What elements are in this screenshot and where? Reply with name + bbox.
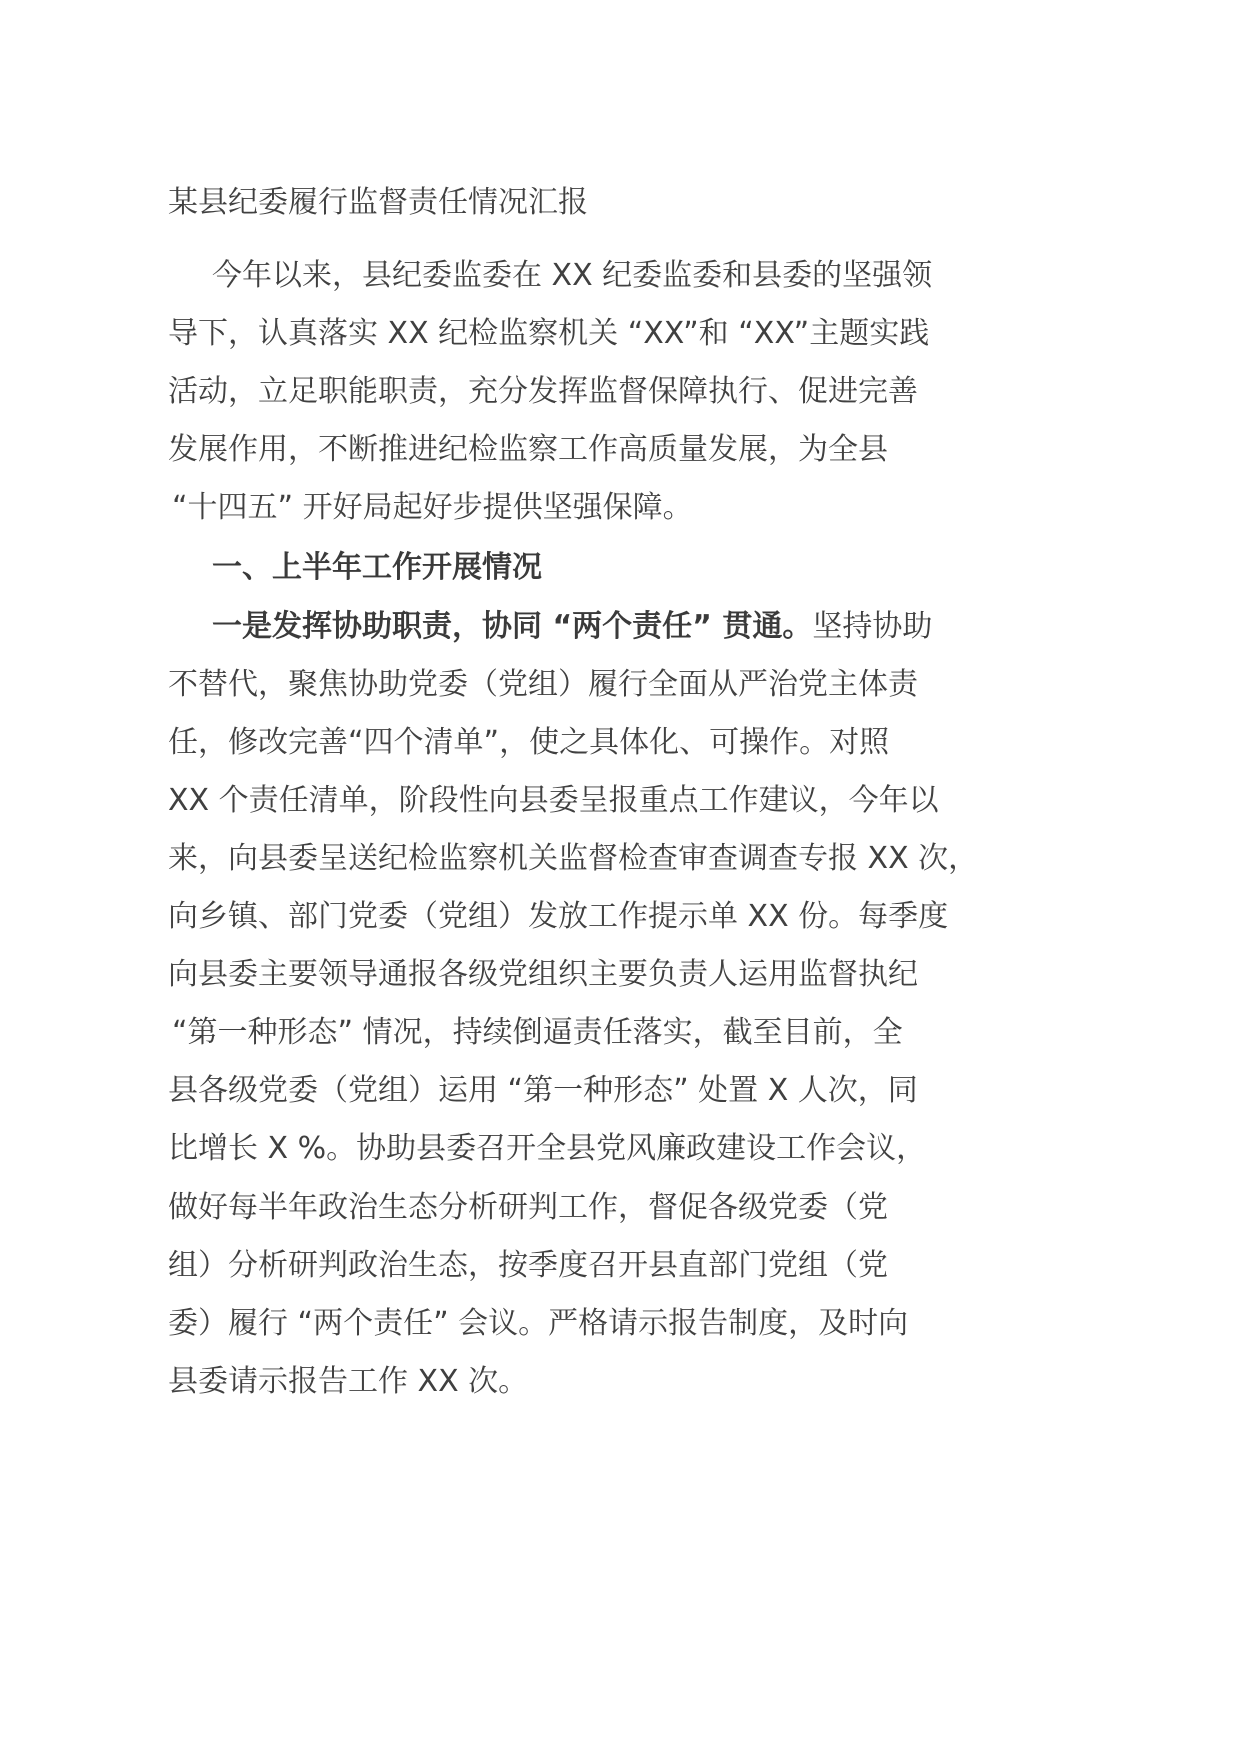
document-title: 某县纪委履行监督责任情况汇报 <box>168 185 588 220</box>
intro-line-1: 今年以来，县纪委监委在 XX 纪委监委和县委的坚强领 <box>212 258 933 293</box>
item1-first-line-rest: 坚持协助 <box>812 609 933 644</box>
item1-line-12: 委）履行 “两个责任” 会议。严格请示报告制度，及时向 <box>168 1306 909 1341</box>
item1-line-9: 比增长 X %。协助县委召开全县党风廉政建设工作会议， <box>168 1131 927 1166</box>
item1-line-5: 向乡镇、部门党委（党组）发放工作提示单 XX 份。每季度 <box>168 899 949 934</box>
intro-line-3: 活动，立足职能职责，充分发挥监督保障执行、促进完善 <box>168 374 918 409</box>
item1-line-8: 县各级党委（党组）运用 “第一种形态” 处置 X 人次，同 <box>168 1073 918 1108</box>
item1-line-11: 组）分析研判政治生态，按季度召开县直部门党组（党 <box>168 1248 888 1283</box>
section-heading: 一、上半年工作开展情况 <box>212 550 542 585</box>
intro-line-2: 导下，认真落实 XX 纪检监察机关 “XX”和 “XX”主题实践 <box>168 316 930 351</box>
item1-line-2: 任，修改完善“四个清单”，使之具体化、可操作。对照 <box>168 725 890 760</box>
intro-line-4: 发展作用，不断推进纪检监察工作高质量发展，为全县 <box>168 432 888 467</box>
item1-line-1: 不替代，聚焦协助党委（党组）履行全面从严治党主体责 <box>168 667 918 702</box>
item1-line-6: 向县委主要领导通报各级党组织主要负责人运用监督执纪 <box>168 957 918 992</box>
item1-bold-lead: 一是发挥协助职责，协同 “两个责任” 贯通。 <box>212 609 813 644</box>
item1-line-10: 做好每半年政治生态分析研判工作，督促各级党委（党 <box>168 1190 888 1225</box>
item1-line-7: “第一种形态” 情况，持续倒逼责任落实，截至目前，全 <box>172 1015 903 1050</box>
intro-line-5: “十四五” 开好局起好步提供坚强保障。 <box>172 490 693 525</box>
item1-line-4: 来，向县委呈送纪检监察机关监督检查审查调查专报 XX 次， <box>168 841 979 876</box>
item1-line-3: XX 个责任清单，阶段性向县委呈报重点工作建议，今年以 <box>168 783 939 818</box>
item1-first-line <box>212 607 932 647</box>
item1-line-13: 县委请示报告工作 XX 次。 <box>168 1364 529 1399</box>
